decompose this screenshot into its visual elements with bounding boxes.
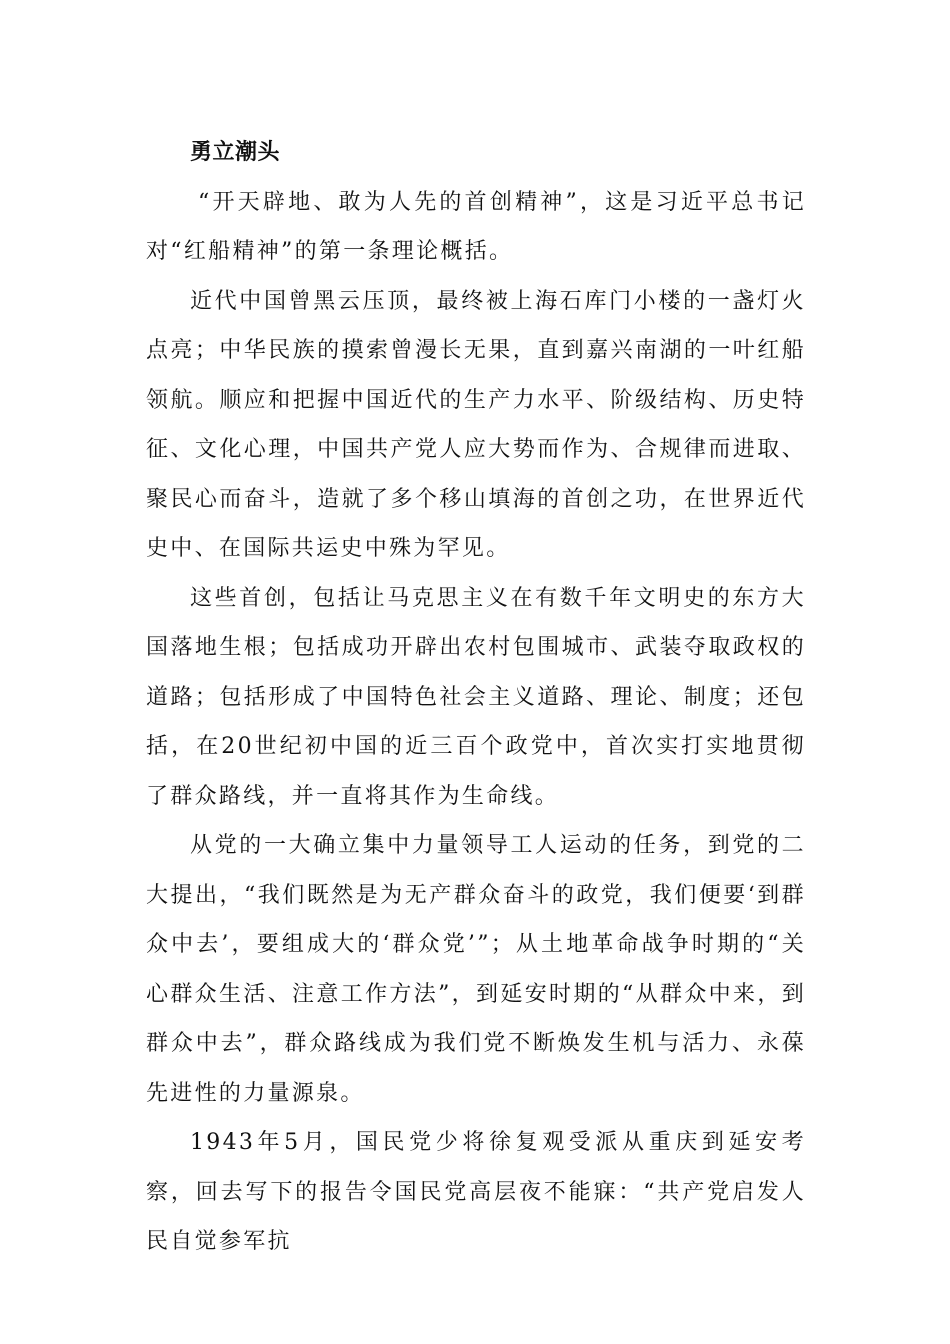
paragraph-1: “开天辟地、敢为人先的首创精神”，这是习近平总书记对“红船精神”的第一条理论概括。 (146, 189, 806, 264)
paragraph-2: 近代中国曾黑云压顶，最终被上海石库门小楼的一盏灯火点亮；中华民族的摸索曾漫长无果，直到嘉兴南湖的一叶红船领航。顺应和把握中国近代的生产力水平、阶级结构、历史特征、文化心理，中国共产党人应大势而作为、合规律而进取、聚民心而奋斗，造就了多个移山填海的首创之功，在世界近代史中、在国际共运史中殊为罕见。 (146, 288, 806, 561)
paragraph-5: 1943年5月，国民党少将徐复观受派从重庆到延安考察，回去写下的报告令国民党高层夜不能寐：“共产党启发人民自觉参军抗 (146, 1130, 806, 1254)
paragraph-4: 从党的一大确立集中力量领导工人运动的任务，到党的二大提出，“我们既然是为无产群众奋斗的政党，我们便要‘到群众中去’，要组成大的‘群众党’”；从土地革命战争时期的“关心群众生活、注意工作方法”，到延安时期的“从群众中来，到群众中去”，群众路线成为我们党不断焕发生机与活力、永葆先进性的力量源泉。 (146, 833, 806, 1106)
article-body (146, 128, 806, 1267)
section-heading: 勇立潮头 (190, 140, 281, 165)
paragraph-3: 这些首创，包括让马克思主义在有数千年文明史的东方大国落地生根；包括成功开辟出农村包围城市、武装夺取政权的道路；包括形成了中国特色社会主义道路、理论、制度；还包括，在20世纪初中国的近三百个政党中，首次实打实地贯彻了群众路线，并一直将其作为生命线。 (146, 585, 806, 809)
